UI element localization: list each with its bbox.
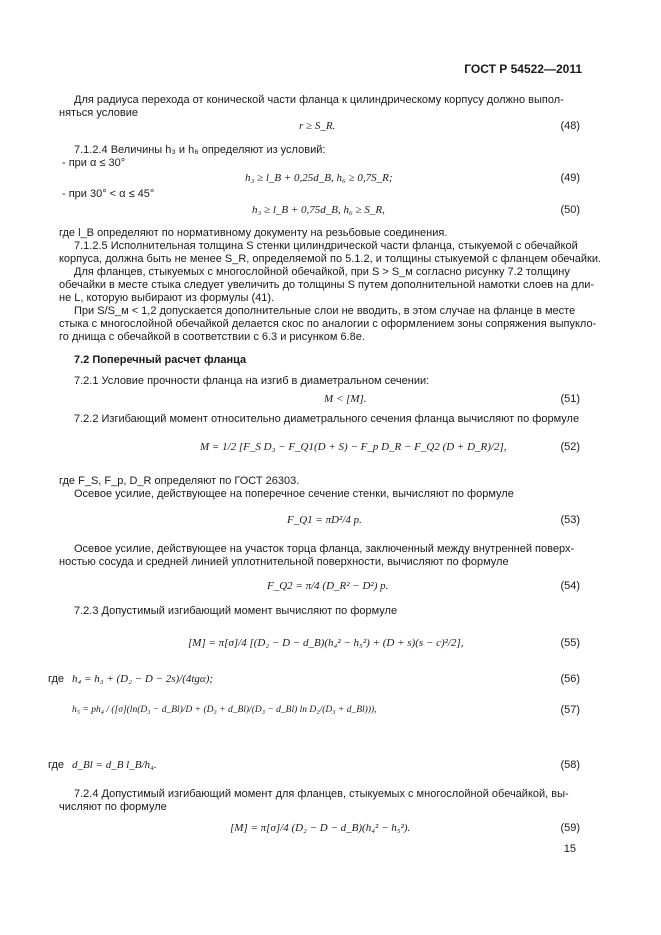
equation-number: (56) [560,673,580,685]
text-line: где [48,759,65,771]
text-line: где F_S, F_p, D_R определяют по ГОСТ 26303. [59,475,300,487]
text-line: Для радиуса перехода от конической части фланца к цилиндрическому корпусу должно выпол- [74,94,564,106]
text-line: не L, которую выбирают из формулы (41). [59,292,275,304]
text-line: Для фланцев, стыкуемых с многослойной обечайкой, при S > S_м согласно рисунку 7.2 толщину [74,266,570,278]
text-line: 7.2.2 Изгибающий момент относительно диаметрального сечения фланца вычисляют по формуле [74,413,580,425]
equation-number: (50) [560,204,580,216]
text-line: обечайки в месте стыка следует увеличить до толщины S путем дополнительной намотки слоев на дли- [59,279,595,291]
formula-54: F_Q2 = π/4 (D_R² − D²) p. [267,580,389,592]
formula-56: h₄ = h₃ + (D₂ − D − 2s)/(4tgα); [72,673,214,685]
text-line: При S/S_м < 1,2 допускается дополнительные слои не вводить, в этом случае на фланце в месте [74,305,576,317]
text-line: го днища с обечайкой в соответствии с 6.3 и рисунком 6.8е. [59,331,365,343]
header-standard: ГОСТ Р 54522—2011 [464,62,582,76]
equation-number: (57) [560,704,580,716]
text-line: корпуса, должна быть не менее S_R, определяемой по 5.1.2, и толщины стыкуемой с фланцем обечайки. [59,253,602,265]
equation-number: (54) [560,580,580,592]
equation-number: (52) [560,441,580,453]
text-line: где [48,673,65,685]
text-line: ностью сосуда и средней линией уплотнительной поверхности, вычисляют по формуле [59,556,509,568]
section-heading: 7.2 Поперечный расчет фланца [74,354,247,366]
text-line: 7.2.4 Допустимый изгибающий момент для фланцев, стыкуемых с многослойной обечайкой, вы- [74,788,569,800]
formula-49: h₃ ≥ l_B + 0,25d_B, h₆ ≥ 0,7S_R; [245,172,393,184]
formula-51: M < [M]. [324,393,367,405]
page-number: 15 [563,843,576,855]
text-line: Осевое усилие, действующее на участок торца фланца, заключенный между внутренней поверх- [74,543,575,555]
formula-58: d_Bl = d_B l_B/h₄. [72,759,157,771]
formula-48: r ≥ S_R. [299,120,336,132]
text-line: - при 30° < α ≤ 45° [62,188,155,200]
equation-number: (59) [560,822,580,834]
equation-number: (49) [560,172,580,184]
formula-57: h₅ = ph₄ / ([σ](ln(D₃ − d_Bl)/D + (D₃ + d_Bl)/(D₃ − d_Bl) ln D₂/(D₃ + d_Bl))), [72,705,377,715]
equation-number: (51) [560,393,580,405]
text-line: числяют по формуле [59,801,167,813]
text-line: 7.1.2.4 Величины h₃ и h₆ определяют из условий: [74,144,326,156]
text-line: 7.1.2.5 Исполнительная толщина S стенки цилиндрической части фланца, стыкуемой с обечайкой [74,240,578,252]
text-line: 7.2.1 Условие прочности фланца на изгиб в диаметральном сечении: [74,375,430,387]
equation-number: (53) [560,514,580,526]
formula-53: F_Q1 = πD²/4 p. [287,514,362,526]
text-line: 7.2.3 Допустимый изгибающий момент вычисляют по формуле [74,605,398,617]
text-line: - при α ≤ 30° [62,157,126,169]
text-line: Осевое усилие, действующее на поперечное сечение стенки, вычисляют по формуле [74,488,514,500]
formula-52: M = 1/2 [F_S D₃ − F_Q1(D + S) − F_p D_R − F_Q2 (D + D_R)/2], [200,441,507,453]
equation-number: (55) [560,637,580,649]
formula-50: h₃ ≥ l_B + 0,75d_B, h₆ ≥ S_R, [252,204,385,216]
text-line: стыка с многослойной обечайкой делается скос по аналогии с оформлением зоны сопряжения выпукло- [59,318,597,330]
text-line: няться условие [59,107,138,119]
equation-number: (58) [560,759,580,771]
formula-55: [M] = π[σ]/4 [(D₂ − D − d_B)(h₄² − h₅²) + (D + s)(s − c)²/2], [188,637,464,649]
text-line: где l_B определяют по нормативному документу на резьбовые соединения. [59,227,448,239]
formula-59: [M] = π[σ]/4 (D₂ − D − d_B)(h₄² − h₅²). [230,822,411,834]
equation-number: (48) [560,120,580,132]
